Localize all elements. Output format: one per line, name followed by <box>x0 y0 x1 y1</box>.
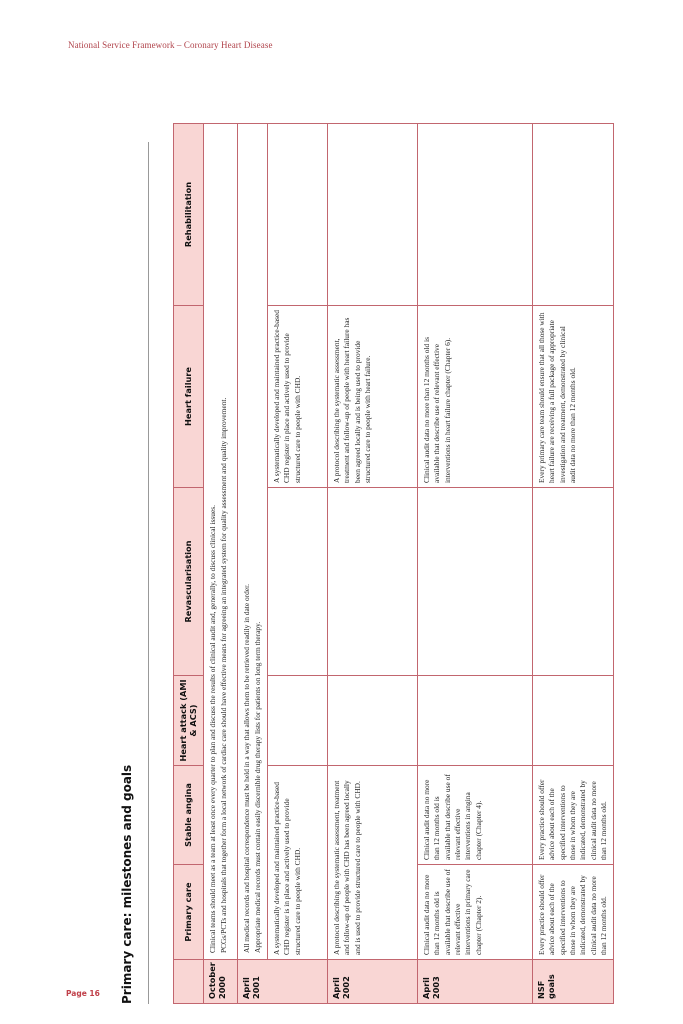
col-header-heart-failure: Heart failure <box>174 306 204 488</box>
row-label-april-2002: April 2002 <box>327 960 417 1004</box>
nsf-heart-attack <box>532 676 614 766</box>
april-2003-heart-failure: Clinical audit data no more than 12 months old is available that describe use of relevant effective interventions in heart failure chapter (Chapter 6). <box>417 306 532 488</box>
april-2002-heart-failure: A protocol describing the systematic assessment, treatment and follow-up of people with heart failure has been agreed locally and is being used to provide structured care to people with heart failure. <box>327 306 417 488</box>
april-2002-revascularisation <box>327 488 417 676</box>
col-header-revascularisation: Revascularisation <box>174 488 204 676</box>
april-2001-heart-failure: A systematically developed and maintained practice-based CHD register in place and actively used to provide structured care to people with CHD. <box>267 306 327 488</box>
april-2003-rehabilitation <box>417 124 532 306</box>
april-2001-line-2: Appropriate medical records must contain easily discernible drug therapy lists for patients on long term therapy. <box>253 621 263 953</box>
april-2001-all-columns <box>238 124 268 960</box>
row-label-april-2003: April 2003 <box>417 960 532 1004</box>
april-2003-revascularisation <box>417 488 532 676</box>
april-2003-heart-attack <box>417 676 532 766</box>
row-october-2000 <box>204 124 238 1004</box>
row-label-april-2001: April 2001 <box>238 960 328 1004</box>
april-2002-primary-care: A protocol describing the systematic assessment, treatment and follow-up of people with CHD has been agreed locally and is used to provide structured care to people with CHD. <box>327 766 417 960</box>
april-2003-stable-angina: Clinical audit data no more than 12 months old is available that describe use of relevant effective interventions in angina chapter (Chapter 4). <box>417 766 532 865</box>
col-header-primary-care: Primary care <box>174 865 204 960</box>
april-2001-primary-care: A systematically developed and maintained practice-based CHD register is in place and actively used to provide structured care to people with CHD. <box>267 766 327 960</box>
milestones-table <box>173 123 614 1004</box>
column-header-row <box>174 124 204 1004</box>
october-2000-line-1: Clinical teams should meet as a team at least once every quarter to plan and discuss the results of clinical audit and, generally, to discuss clinical issues. <box>208 505 217 953</box>
page-title: Primary care: milestones and goals <box>120 764 134 1004</box>
april-2001-revascularisation <box>267 488 327 676</box>
title-divider <box>148 142 149 1004</box>
row-nsf-goals <box>532 124 614 1004</box>
row-april-2001-detail <box>267 124 327 1004</box>
row-label-nsf-goals: NSF goals <box>532 960 614 1004</box>
page-number: Page 16 <box>66 989 100 998</box>
row-april-2001 <box>238 124 268 1004</box>
april-2001-heart-attack <box>267 676 327 766</box>
april-2002-heart-attack <box>327 676 417 766</box>
april-2001-rehabilitation <box>267 124 327 306</box>
col-header-rehabilitation: Rehabilitation <box>174 124 204 306</box>
row-label-october-2000: October 2000 <box>204 960 238 1004</box>
april-2003-primary-care: Clinical audit data no more than 12 months old is available that describe use of relevant effective interventions in primary care chapter (Chapter 2). <box>417 865 532 960</box>
corner-cell <box>174 960 204 1004</box>
row-april-2002 <box>327 124 417 1004</box>
october-2000-line-2: PCGs/PCTs and hospitals that together form a local network of cardiac care should have effective means for agreeing an integrated system for quality assessment and quality improvement. <box>219 397 229 953</box>
row-april-2003 <box>417 124 532 1004</box>
nsf-rehabilitation <box>532 124 614 306</box>
running-header: National Service Framework – Coronary Heart Disease <box>68 40 273 50</box>
col-header-stable-angina: Stable angina <box>174 766 204 865</box>
rotated-page-content <box>120 134 680 1004</box>
nsf-revascularisation <box>532 488 614 676</box>
nsf-stable-angina: Every practice should offer advice about each of the specified interventions to those in whom they are indicated, demonstrated by clinical audit data no more than 12 months old. <box>532 766 614 865</box>
april-2002-rehabilitation <box>327 124 417 306</box>
nsf-primary-care: Every practice should offer advice about each of the specified interventions to those in whom they are indicated, demonstrated by clinical audit data no more than 12 months old. <box>532 865 614 960</box>
april-2001-line-1: All medical records and hospital correspondence must be held in a way that allows them to be retrieved readily in date order. <box>242 584 251 953</box>
october-2000-all-columns <box>204 124 238 960</box>
col-header-heart-attack: Heart attack (AMI & ACS) <box>174 676 204 766</box>
nsf-heart-failure: Every primary care team should ensure that all those with heart failure are receiving a full package of appropriate investigation and treatment, demonstrated by clinical audit data no more than 12 months old. <box>532 306 614 488</box>
